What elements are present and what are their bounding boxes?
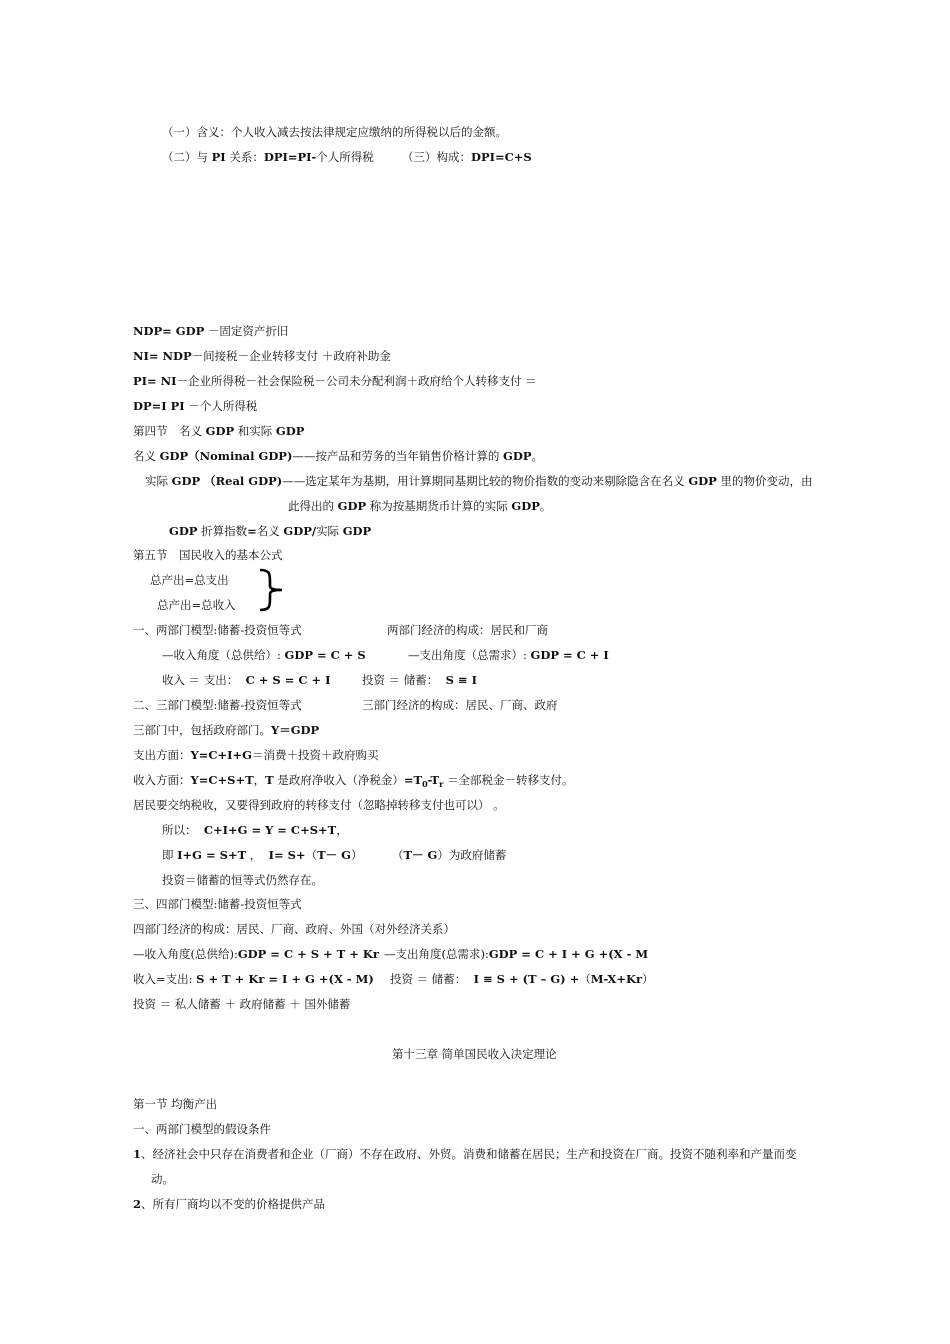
four-sector-composition: 四部门经济的构成：居民、厂商、政府、外国（对外经济关系） xyxy=(133,922,455,936)
four-sector-income: —收入角度(总供给):GDP = C + S + T + Kr xyxy=(133,947,379,961)
three-sector-gov-saving: （T－ G）为政府储蓄 xyxy=(392,848,507,862)
three-sector-gov: 三部门中，包括政府部门。Y＝GDP xyxy=(133,723,320,737)
chapter13-section1: 第一节 均衡产出 xyxy=(133,1097,218,1111)
three-sector-expenditure: 支出方面：Y=C+I+G＝消费＋投资＋政府购买 xyxy=(133,748,379,762)
dpi-composition: （三）构成：DPI=C+S xyxy=(402,150,532,164)
four-sector-income-expenditure: 收入=支出: S + T + Kr = I + G +(X - M) xyxy=(133,972,374,986)
dpi-formula: DP=I PI －个人所得税 xyxy=(133,399,258,413)
three-sector-identity: 投资＝储蓄的恒等式仍然存在。 xyxy=(162,873,323,887)
two-sector-expenditure: —支出角度（总需求）: GDP = C + I xyxy=(408,648,609,662)
three-sector-transfer: 居民要交纳税收，又要得到政府的转移支付（忽略掉转移支付也可以） 。 xyxy=(133,798,505,812)
two-sector-title: 一、两部门模型:储蓄-投资恒等式 xyxy=(133,623,302,637)
two-sector-investment-saving: 投资 ＝ 储蓄： S ≡ I xyxy=(362,673,477,687)
right-brace-icon xyxy=(252,568,292,612)
assumption-1: 1、经济社会中只存在消费者和企业（厂商）不存在政府、外贸。消费和储蓄在居民；生产和投资在厂商。投资不随利率和产量而变 xyxy=(133,1147,797,1161)
three-sector-identity-eq: 即 I+G = S+T ， I= S+（T－ G） xyxy=(162,848,363,862)
two-sector-income: —收入角度（总供给）: GDP = C + S xyxy=(162,648,366,662)
assumptions-title: 一、两部门模型的假设条件 xyxy=(133,1122,271,1136)
section4-title: 第四节 名义 GDP 和实际 GDP xyxy=(133,424,305,438)
four-sector-investment-saving: 投资 ＝ 储蓄： I ≡ S + (T – G) +（M-X+Kr） xyxy=(390,972,654,986)
pi-formula: PI= NI－企业所得税－社会保险税－公司未分配利润＋政府给个人转移支付 ＝ xyxy=(133,374,537,388)
three-sector-composition: 三部门经济的构成：居民、厂商、政府 xyxy=(362,698,558,712)
two-sector-income-expenditure: 收入 ＝ 支出： C + S = C + I xyxy=(162,673,331,687)
four-sector-sum: 投资 ＝ 私人储蓄 ＋ 政府储蓄 ＋ 国外储蓄 xyxy=(133,997,351,1011)
assumption-2: 2、所有厂商均以不变的价格提供产品 xyxy=(133,1197,326,1211)
chapter13-title: 第十三章 简单国民收入决定理论 xyxy=(392,1047,557,1061)
four-sector-title: 三、四部门模型:储蓄-投资恒等式 xyxy=(133,897,302,911)
total-output-expenditure: 总产出=总支出 xyxy=(150,573,229,587)
total-output-income: 总产出=总收入 xyxy=(157,598,236,612)
three-sector-so: 所以： C+I+G = Y = C+S+T， xyxy=(162,823,348,837)
three-sector-title: 二、三部门模型:储蓄-投资恒等式 xyxy=(133,698,302,712)
real-gdp-def-cont: 此得出的 GDP 称为按基期货币计算的实际 GDP。 xyxy=(288,499,552,513)
three-sector-income: 收入方面：Y=C+S+T，T 是政府净收入（净税金）$=T_0-T_r$ ＝全部税金－转移支付。 xyxy=(133,773,574,789)
section5-title: 第五节 国民收入的基本公式 xyxy=(133,548,283,562)
dpi-relation: （二）与 PI 关系：DPI=PI-个人所得税 xyxy=(162,150,374,164)
dpi-meaning: （一）含义：个人收入减去按法律规定应缴纳的所得税以后的金额。 xyxy=(162,125,507,139)
ndp-formula: NDP= GDP －固定资产折旧 xyxy=(133,324,289,338)
gdp-deflator: GDP 折算指数=名义 GDP/实际 GDP xyxy=(169,524,372,538)
nominal-gdp-def: 名义 GDP（Nominal GDP)——按产品和劳务的当年销售价格计算的 GDP。 xyxy=(133,449,543,463)
two-sector-composition: 两部门经济的构成：居民和厂商 xyxy=(387,623,548,637)
real-gdp-def: 实际 GDP （Real GDP)——选定某年为基期，用计算期同基期比较的物价指数的变动来剔除隐含在名义 GDP 里的物价变动，由 xyxy=(145,474,813,488)
ni-formula: NI= NDP－间接税－企业转移支付 ＋政府补助金 xyxy=(133,349,391,363)
four-sector-expenditure: —支出角度(总需求):GDP = C + I + G +(X - M xyxy=(384,947,649,961)
assumption-1-cont: 动。 xyxy=(151,1172,174,1186)
